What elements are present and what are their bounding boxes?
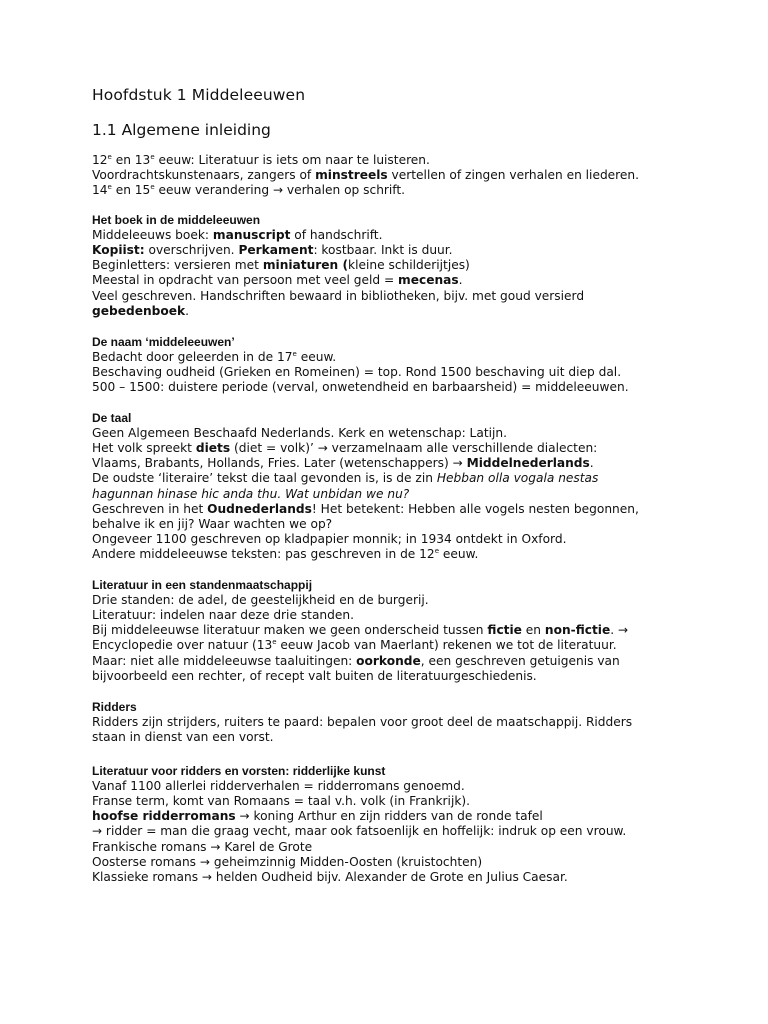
arrow-right-icon: → (317, 441, 328, 456)
section-heading: De naam ‘middeleeuwen’ (92, 335, 235, 349)
arrow-right-icon: → (201, 869, 212, 884)
section-heading: De taal (92, 411, 132, 425)
intro-line-2: Voordrachtskunstenaars, zangers of minstreels vertellen of zingen verhalen en liederen. (92, 168, 640, 183)
section-taal: De taal Geen Algemeen Beschaafd Nederlands. Kerk en wetenschap: Latijn. Het volk spreekt diets (diet = volk)’ → verzamelnaam alle verschillende dialecten: Vlaams, Brabants, Hollands, Fries. Later (wetenschappers) → Middelnederlands. De oudste ‘literaire’ tekst die taal gevonden is, is de zin Hebban olla vogala nestas hagunnan hinase hic anda thu. Wat unbidan we nu? Geschreven in het Oudnederlands! Het betekent: Hebben alle vogels nesten begonnen, behalve ik en jij? Waar wachten we op? Ongeveer 1100 geschreven op kladpapier monnik; in 1934 ontdekt in Oxford. Andere middeleeuwse teksten: pas geschreven in de 12e eeuw. (92, 411, 692, 562)
intro-paragraph (92, 153, 692, 198)
section-title: 1.1 Algemene inleiding (92, 121, 271, 139)
section-boek: Het boek in de middeleeuwen Middeleeuws boek: manuscript of handschrift. Kopiist: overschrijven. Perkament: kostbaar. Inkt is duur. Beginletters: versieren met miniaturen (kleine schilderijtjes) Meestal in opdracht van persoon met veel geld = mecenas. Veel geschreven. Handschriften bewaard in bibliotheken, bijv. met goud versierd gebedenboek. (92, 213, 692, 319)
section-naam: De naam ‘middeleeuwen’ Bedacht door geleerden in de 17e eeuw. Beschaving oudheid (Grieken en Romeinen) = top. Rond 1500 beschaving uit diep dal. 500 – 1500: duistere periode (verval, onwetendheid en barbaarsheid) = middeleeuwen. (92, 335, 692, 395)
section-heading: Literatuur in een standenmaatschappij (92, 578, 313, 592)
section-heading: Het boek in de middeleeuwen (92, 213, 261, 227)
arrow-right-icon: → (272, 183, 284, 198)
intro-line-1: 12e en 13e eeuw: Literatuur is iets om naar te luisteren. (92, 153, 430, 167)
section-heading: Literatuur voor ridders en vorsten: ridderlijke kunst (92, 764, 386, 778)
chapter-title: Hoofdstuk 1 Middeleeuwen (92, 86, 306, 104)
arrow-right-icon: → (199, 854, 210, 869)
arrow-right-icon: → (239, 809, 250, 824)
section-kunst: Literatuur voor ridders en vorsten: ridderlijke kunst Vanaf 1100 allerlei ridderverhalen = ridderromans genoemd. Franse term, komt van Romaans = taal v.h. volk (in Frankrijk). hoofse ridderromans → koning Arthur en zijn ridders van de ronde tafel → ridder = man die graag vecht, maar ook fatsoenlijk en hoffelijk: indruk op een vrouw. Frankische romans → Karel de Grote Oosterse romans → geheimzinnig Midden-Oosten (kruistochten) Klassieke romans → helden Oudheid bijv. Alexander de Grote en Julius Caesar. (92, 764, 692, 885)
intro-line-3: 14e en 15e eeuw verandering → verhalen op schrift. (92, 183, 406, 198)
section-ridders: Ridders Ridders zijn strijders, ruiters te paard: bepalen voor groot deel de maatschappij. Ridders staan in dienst van een vorst. (92, 700, 692, 745)
section-heading: Ridders (92, 700, 137, 714)
arrow-right-icon: → (210, 839, 221, 854)
section-standen: Literatuur in een standenmaatschappij Drie standen: de adel, de geestelijkheid en de burgerij. Literatuur: indelen naar deze drie standen. Bij middeleeuwse literatuur maken we geen onderscheid tussen fictie en non-fictie. → Encyclopedie over natuur (13e eeuw Jacob van Maerlant) rekenen we tot de literatuur. Maar: niet alle middeleeuwse taaluitingen: oorkonde, een geschreven getuigenis van bijvoorbeeld een rechter, of recept valt buiten de literatuurgeschiedenis. (92, 578, 692, 684)
arrow-right-icon: → (452, 456, 463, 471)
arrow-right-icon: → (617, 623, 629, 638)
arrow-right-icon: → (92, 824, 103, 839)
